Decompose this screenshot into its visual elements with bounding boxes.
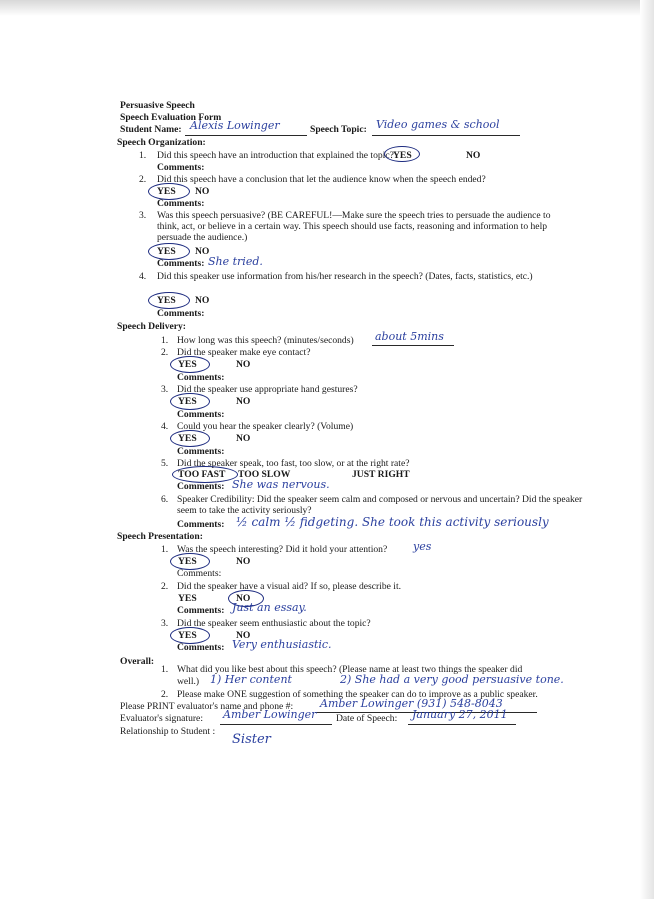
pres-q3-no: NO — [236, 630, 251, 641]
org-q4-no: NO — [195, 295, 210, 306]
overall-q1-answer-2: 2) She had a very good persuasive tone. — [340, 673, 564, 686]
date-label: Date of Speech: — [336, 713, 398, 724]
signature-line — [220, 724, 332, 725]
del-q4-number: 4. — [161, 421, 169, 432]
presentation-heading: Speech Presentation: — [117, 531, 203, 542]
organization-heading: Speech Organization: — [117, 137, 206, 148]
org-q2-yes: YES — [157, 186, 176, 197]
scan-shadow-top — [0, 0, 654, 16]
pres-q2-text: Did the speaker have a visual aid? If so, please describe it. — [177, 581, 402, 592]
pres-q3-text: Did the speaker seem enthusiastic about the topic? — [177, 618, 371, 629]
pres-q1-number: 1. — [161, 544, 169, 555]
del-q5-too-slow: TOO SLOW — [238, 469, 291, 480]
pres-q3-number: 3. — [161, 618, 169, 629]
date-line — [408, 724, 516, 725]
del-q5-just-right: JUST RIGHT — [352, 469, 410, 480]
org-q1-yes: YES — [393, 150, 412, 161]
delivery-heading: Speech Delivery: — [117, 321, 187, 332]
pres-q1-no: NO — [236, 556, 251, 567]
del-q3-comments: Comments: — [177, 409, 225, 420]
del-q6-text: Speaker Credibility: Did the speaker seem calm and composed or nervous and uncertain? Did the speaker seem to take the activity seriously? — [177, 494, 583, 516]
del-q2-yes: YES — [178, 359, 197, 370]
del-q6-comments: Comments: — [177, 519, 225, 530]
overall-q1-answer-1: 1) Her content — [210, 673, 292, 686]
del-q3-number: 3. — [161, 384, 169, 395]
del-q4-no: NO — [236, 433, 251, 444]
org-q2-no: NO — [195, 186, 210, 197]
org-q1-number: 1. — [139, 150, 147, 161]
relationship-label: Relationship to Student : — [120, 726, 216, 737]
pres-q2-number: 2. — [161, 581, 169, 592]
pres-q1-answer: yes — [413, 540, 432, 553]
student-name-label: Student Name: — [120, 124, 182, 135]
evaluator-signature: Amber Lowinger — [223, 708, 317, 721]
del-q2-comments: Comments: — [177, 372, 225, 383]
del-q4-text: Could you hear the speaker clearly? (Volume) — [177, 421, 354, 432]
overall-q2-text: Please make ONE suggestion of something the speaker can do to improve as a public speaker. — [177, 689, 538, 700]
del-q1-number: 1. — [161, 335, 169, 346]
scan-shadow-right — [640, 0, 654, 899]
overall-q1-text-2: well.) — [177, 676, 200, 687]
del-q2-text: Did the speaker make eye contact? — [177, 347, 311, 358]
org-q2-text: Did this speech have a conclusion that let the audience know when the speech ended? — [157, 174, 486, 185]
del-q6-comment-value: ½ calm ½ fidgeting. She took this activity seriously — [236, 515, 549, 529]
del-q5-comments: Comments: — [177, 481, 225, 492]
pres-q3-yes: YES — [178, 630, 197, 641]
org-q3-comments: Comments: — [157, 258, 205, 269]
del-q4-yes: YES — [178, 433, 197, 444]
org-q2-number: 2. — [139, 174, 147, 185]
org-q3-text: Was this speech persuasive? (BE CAREFUL!—Make sure the speech tries to persuade the audience to think, act, or believe in a certain way. This speech should use facts, reasoning and information to help persuade the audience.) — [157, 210, 551, 243]
del-q5-comment-value: She was nervous. — [232, 478, 330, 491]
student-name-line — [185, 135, 307, 136]
del-q5-text: Did the speaker speak, too fast, too slow, or at the right rate? — [177, 458, 410, 469]
del-q1-text: How long was this speech? (minutes/seconds) — [177, 335, 354, 346]
pres-q3-comment-value: Very enthusiastic. — [232, 638, 332, 651]
evaluator-name-label: Please PRINT evaluator's name and phone #: — [120, 701, 294, 712]
org-q4-number: 4. — [139, 271, 147, 282]
pres-q1-yes: YES — [178, 556, 197, 567]
speech-topic-label: Speech Topic: — [310, 124, 367, 135]
form-title: Persuasive Speech — [120, 100, 195, 111]
org-q1-comments: Comments: — [157, 162, 205, 173]
org-q3-number: 3. — [139, 210, 147, 221]
org-q3-comment-value: She tried. — [208, 255, 263, 268]
org-q1-no: NO — [466, 150, 481, 161]
org-q4-comments: Comments: — [157, 308, 205, 319]
relationship-value: Sister — [232, 732, 271, 747]
org-q1-text: Did this speech have an introduction that explained the topic? — [157, 150, 394, 161]
pres-q2-yes: YES — [178, 593, 197, 604]
pres-q2-comments: Comments: — [177, 605, 225, 616]
pres-q3-comments: Comments: — [177, 642, 225, 653]
overall-q2-number: 2. — [161, 689, 169, 700]
org-q4-yes: YES — [157, 295, 176, 306]
del-q6-number: 6. — [161, 494, 169, 505]
del-q3-text: Did the speaker use appropriate hand gestures? — [177, 384, 358, 395]
pres-q2-no: NO — [236, 593, 251, 604]
overall-q1-text: What did you like best about this speech? (Please name at least two things the speaker did — [177, 664, 523, 675]
overall-heading: Overall: — [120, 656, 155, 667]
student-name-value: Alexis Lowinger — [190, 119, 280, 132]
del-q3-no: NO — [236, 396, 251, 407]
del-q1-line — [372, 345, 454, 346]
del-q4-comments: Comments: — [177, 446, 225, 457]
org-q3-no: NO — [195, 246, 210, 257]
signature-label: Evaluator's signature: — [120, 713, 203, 724]
del-q3-yes: YES — [178, 396, 197, 407]
form-subtitle: Speech Evaluation Form — [120, 112, 222, 123]
org-q4-text: Did this speaker use information from his/her research in the speech? (Dates, facts, statistics, etc.) — [157, 271, 533, 282]
del-q5-too-fast: TOO FAST — [178, 469, 226, 480]
pres-q1-text: Was the speech interesting? Did it hold your attention? — [177, 544, 388, 555]
org-q3-yes: YES — [157, 246, 176, 257]
del-q1-value: about 5mins — [375, 330, 444, 343]
speech-topic-line — [372, 135, 520, 136]
del-q2-no: NO — [236, 359, 251, 370]
speech-topic-value: Video games & school — [376, 118, 500, 131]
pres-q2-comment-value: Just an essay. — [232, 601, 307, 614]
org-q2-comments: Comments: — [157, 198, 205, 209]
del-q5-number: 5. — [161, 458, 169, 469]
evaluator-name-value: Amber Lowinger (931) 548-8043 — [320, 697, 503, 710]
del-q2-number: 2. — [161, 347, 169, 358]
overall-q1-number: 1. — [161, 664, 169, 675]
pres-q1-comments: Comments: — [177, 568, 222, 579]
date-value: January 27, 2011 — [412, 708, 508, 721]
